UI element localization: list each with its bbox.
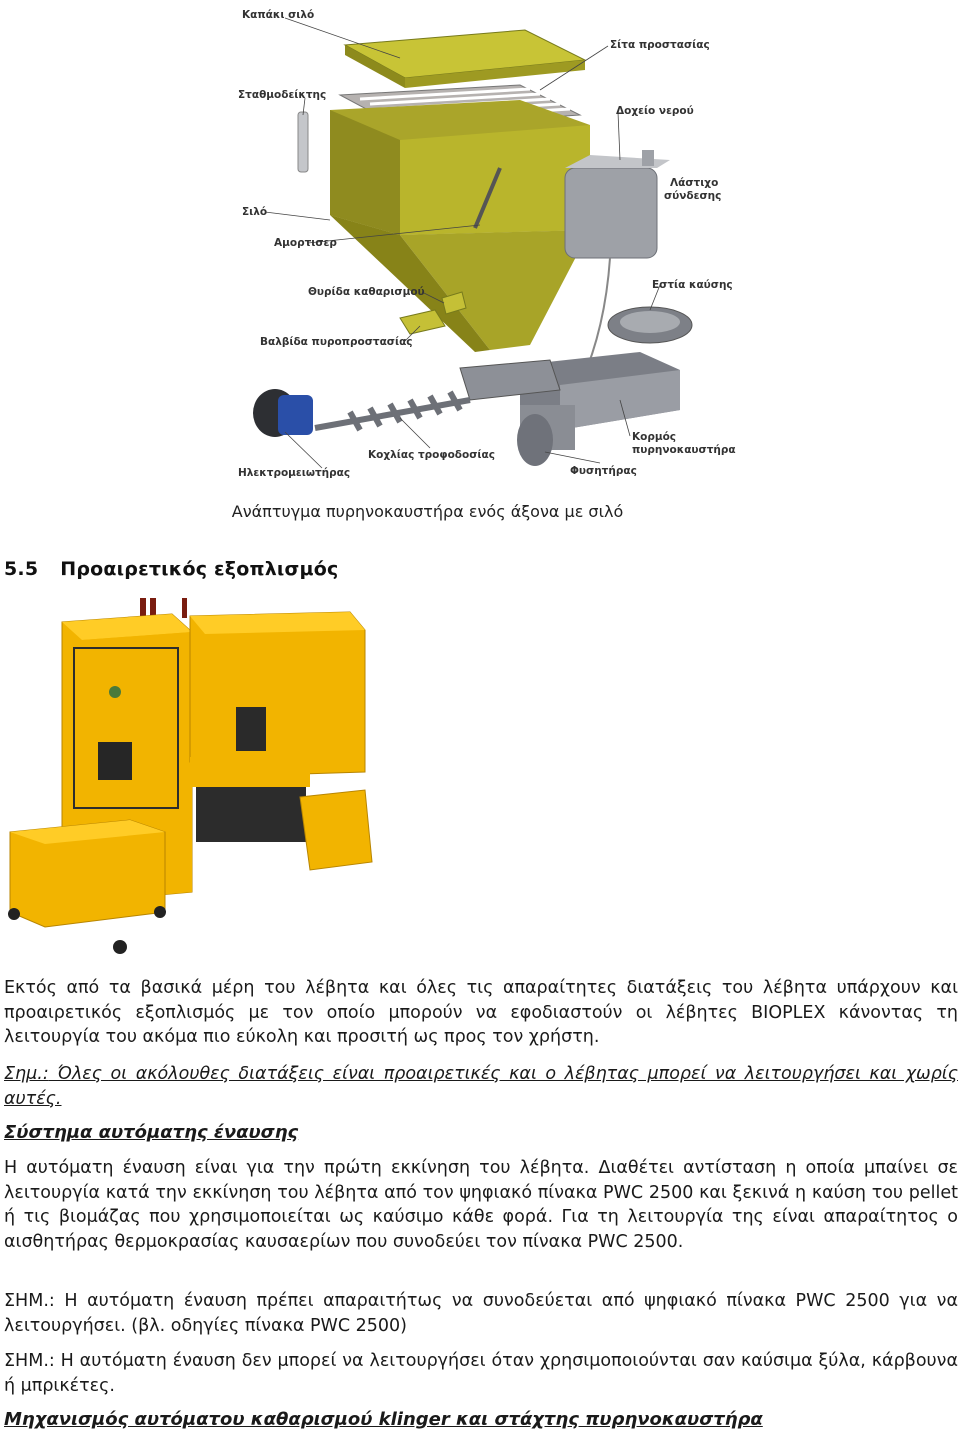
- combustion-hearth-inner: [620, 311, 680, 333]
- intro-paragraph: Εκτός από τα βασικά μέρη του λέβητα και όλες τις απαραίτητες διατάξεις του λέβητα υπάρχουν και προαιρετικός εξοπλισμός με τον οποίο μπορούν να εφοδιαστούν οι λέβητες BIOPLEX κάνοντας τη λειτουργία του ακόμα πιο εύκολη και προσιτή ως προς τον χρήστη.: [4, 978, 958, 1047]
- wheel-3: [8, 908, 20, 920]
- section-heading: [4, 558, 338, 580]
- label-hose-line2: σύνδεσης: [664, 190, 722, 202]
- ignition-note-2: ΣΗΜ.: Η αυτόματη έναυση δεν μπορεί να λειτουργήσει όταν χρησιμοποιούνται σαν καύσιμα ξύλα, κάρβουνα ή μπρικέτες.: [4, 1351, 958, 1396]
- burner-diagram-svg: [230, 0, 750, 490]
- label-silo-lid: Καπάκι σιλό: [242, 9, 315, 21]
- cleaning-heading: [4, 1408, 958, 1433]
- ignition-body: Η αυτόματη έναυση είναι για την πρώτη εκκίνηση του λέβητα. Διαθέτει αντίσταση η οποία μπαίνει σε λειτουργία κατά την εκκίνηση του λέβητα από τον ψηφιακό πίνακα PWC 2500 και ξεκινά η καύση του pellet ή τις βιομάζας που χρησιμοποιείται ως καύσιμο κάθε φορά. Για τη λειτουργία της είναι απαραίτητος ο αισθητήρας θερμοκρασίας καυσαερίων που συνοδεύει τον πίνακα PWC 2500.: [4, 1158, 958, 1252]
- hopper-lower: [190, 757, 310, 787]
- boiler-badge: [109, 686, 121, 698]
- ignition-heading-text: Σύστημα αυτόματης έναυσης: [4, 1122, 299, 1143]
- label-burner-body-line1: Κορμός: [632, 431, 677, 443]
- level-indicator: [298, 112, 308, 172]
- label-protective-grid: Σίτα προστασίας: [610, 39, 710, 51]
- label-shock-absorber: Αμορτισερ: [274, 237, 337, 249]
- label-cleaning-hatch: Θυρίδα καθαρισμού: [308, 286, 425, 298]
- label-combustion-hearth: Εστία καύσης: [652, 279, 733, 291]
- label-hose-line1: Λάστιχο: [670, 177, 719, 189]
- label-silo: Σιλό: [242, 206, 268, 218]
- section-title: Προαιρετικός εξοπλισμός: [60, 558, 339, 580]
- boiler-inspection-window: [98, 742, 132, 780]
- label-fire-valve: Βαλβίδα πυροπροστασίας: [260, 336, 413, 348]
- cleaning-heading-text: Μηχανισμός αυτόματου καθαρισμού klinger και στάχτης πυρηνοκαυστήρα: [4, 1409, 763, 1430]
- ignition-note-1: ΣΗΜ.: Η αυτόματη έναυση πρέπει απαραιτήτως να συνοδεύεται από ψηφιακό πίνακα PWC 2500 για να λειτουργήσει. (βλ. οδηγίες πίνακα PWC 2500): [4, 1291, 958, 1336]
- boiler-photo: [0, 592, 385, 962]
- note-prefix: Σημ.:: [4, 1064, 49, 1084]
- label-burner-body-line2: πυρηνοκαυστήρα: [632, 444, 736, 456]
- boiler-illustration-svg: [0, 592, 385, 962]
- pellet-hopper: [190, 612, 365, 777]
- gear-reducer: [278, 395, 313, 435]
- water-tank: [565, 168, 657, 258]
- boiler-connector-3: [182, 598, 187, 618]
- fan-cover: [300, 790, 372, 870]
- optional-note: [4, 1062, 958, 1111]
- label-feed-screw: Κοχλίας τροφοδοσίας: [368, 449, 495, 461]
- label-fan: Φυσητήρας: [570, 465, 637, 477]
- label-water-tank: Δοχείο νερού: [616, 105, 694, 117]
- exploded-diagram: [230, 0, 750, 490]
- fan-wheel: [517, 414, 553, 466]
- burner-unit: [196, 782, 306, 842]
- note-text: Όλες οι ακόλουθες διατάξεις είναι προαιρετικές και ο λέβητας μπορεί να λειτουργήσει και χωρίς αυτές.: [4, 1064, 958, 1109]
- wheel-1: [113, 940, 127, 954]
- feed-screw: [315, 392, 470, 430]
- hopper-window: [236, 707, 266, 751]
- diagram-caption: Ανάπτυγμα πυρηνοκαυστήρα ενός άξονα με σιλό: [231, 502, 624, 521]
- water-tank-cap: [642, 150, 654, 166]
- label-electric-motor: Ηλεκτρομειωτήρας: [238, 467, 351, 479]
- label-level-indicator: Σταθμοδείκτης: [238, 89, 327, 101]
- section-number: 5.5: [4, 558, 39, 580]
- wheel-2: [154, 906, 166, 918]
- ignition-heading: [4, 1121, 958, 1146]
